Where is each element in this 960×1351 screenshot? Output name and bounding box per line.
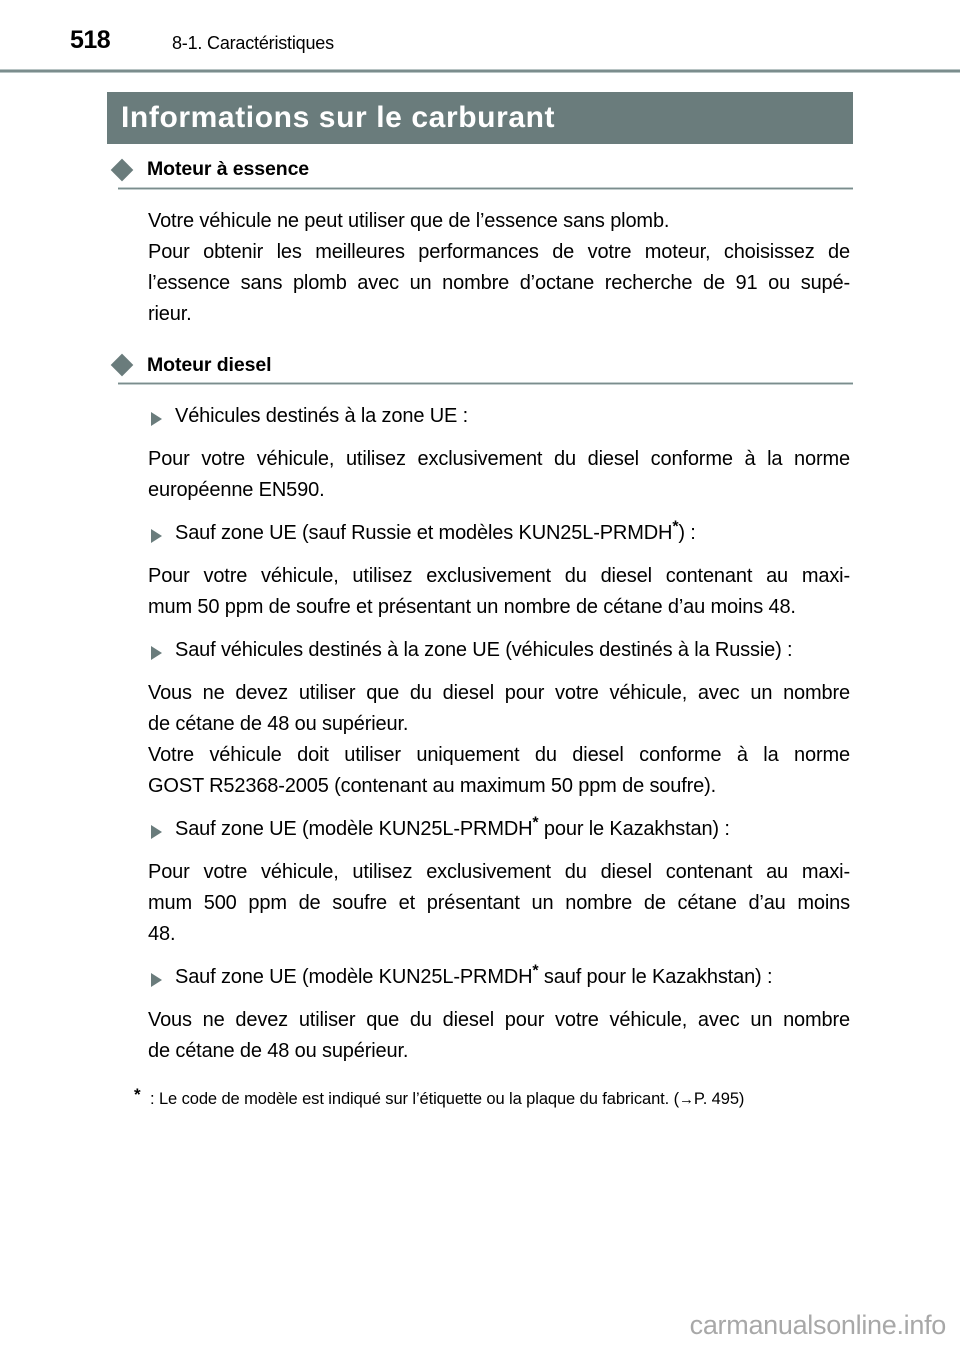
section-heading-diesel — [0, 353, 960, 383]
sub-bullet-item — [148, 814, 877, 845]
triangle-bullet-icon — [151, 973, 162, 987]
spacer — [0, 432, 960, 444]
sub-bullet-label: Sauf zone UE (sauf Russie et modèles KUN25L-PRMDH — [175, 522, 673, 544]
paragraph-line: mum 500 ppm de soufre et présentant un nombre de cétane d’au moins — [148, 892, 850, 914]
paragraph-russie — [148, 678, 850, 802]
sub-bullet-item — [148, 401, 877, 432]
spacer — [0, 950, 960, 962]
paragraph-line: Votre véhicule ne peut utiliser que de l’essence sans plomb. — [148, 209, 670, 232]
paragraph-line: Pour votre véhicule, utilisez exclusivement du diesel contenant au maxi- — [148, 861, 850, 883]
paragraph-line: Pour votre véhicule, utilisez exclusivement du diesel conforme à la norme — [148, 448, 850, 470]
footnote-page-reference[interactable]: P. 495 — [693, 1090, 739, 1108]
sub-bullet-item — [148, 635, 877, 666]
site-watermark: carmanualsonline.info — [689, 1310, 946, 1340]
spacer — [0, 666, 960, 678]
spacer — [0, 549, 960, 561]
paragraph-line: de cétane de 48 ou supérieur. — [148, 713, 409, 735]
page-header — [0, 0, 960, 76]
sub-bullet-item — [148, 962, 877, 993]
section-moteur-essence — [0, 160, 960, 330]
spacer — [0, 993, 960, 1005]
triangle-bullet-icon — [151, 412, 162, 426]
triangle-bullet-icon — [151, 529, 162, 543]
header-divider — [0, 69, 960, 73]
paragraph-kazakhstan — [148, 857, 850, 950]
paragraph-line: mum 50 ppm de soufre et présentant un nombre de cétane d’au moins 48. — [148, 596, 796, 618]
footnote-marker: * — [532, 962, 539, 980]
paragraph-essence — [148, 206, 850, 330]
spacer — [0, 385, 960, 401]
spacer — [0, 623, 960, 635]
section-moteur-diesel — [0, 353, 960, 1068]
section-heading-label: Moteur à essence — [147, 158, 310, 180]
sub-bullet-label: Véhicules destinés à la zone UE : — [175, 405, 468, 427]
diamond-bullet-icon — [111, 158, 134, 181]
sub-bullet-item — [148, 518, 877, 549]
spacer — [0, 506, 960, 518]
footnote-text-close: ) — [738, 1090, 745, 1108]
section-breadcrumb: 8-1. Caractéristiques — [172, 33, 334, 53]
paragraph-hors-kazakhstan — [148, 1005, 850, 1067]
footnote — [134, 1087, 850, 1112]
paragraph-line: rieur. — [148, 302, 192, 325]
sub-bullet-label-suffix: sauf pour le Kazakhstan) : — [538, 966, 773, 988]
paragraph-line: Votre véhicule doit utiliser uniquement du diesel conforme à la norme — [148, 744, 850, 766]
section-heading-label: Moteur diesel — [147, 353, 272, 376]
footnote-text: : Le code de modèle est indiqué sur l’étiquette ou la plaque du fabricant. ( — [150, 1090, 680, 1108]
footnote-marker: * — [532, 814, 539, 832]
sub-bullet-label-suffix: ) : — [678, 522, 696, 544]
paragraph-line: Vous ne devez utiliser que du diesel pour votre véhicule, avec un nombre — [148, 1009, 850, 1031]
paragraph-sauf-zone-ue-russie — [148, 561, 850, 623]
spacer — [0, 845, 960, 857]
triangle-bullet-icon — [151, 646, 162, 660]
paragraph-line: européenne EN590. — [148, 479, 325, 501]
spacer — [0, 1067, 960, 1087]
sub-bullet-label: Sauf véhicules destinés à la zone UE (véhicules destinés à la Russie) : — [175, 639, 793, 661]
page-number: 518 — [70, 26, 111, 54]
spacer — [0, 190, 960, 206]
paragraph-line: Pour obtenir les meilleures performances de votre moteur, choisissez de — [148, 240, 850, 263]
paragraph-line: l’essence sans plomb avec un nombre d’octane recherche de 91 ou supé- — [148, 271, 850, 294]
footnote-star-marker: * — [134, 1085, 141, 1104]
footnote-marker: * — [672, 518, 679, 536]
paragraph-line: 48. — [148, 923, 176, 945]
diamond-bullet-icon — [111, 354, 134, 377]
paragraph-zone-ue — [148, 444, 850, 506]
spacer — [0, 330, 960, 356]
title-banner — [107, 92, 853, 144]
document-content — [0, 160, 960, 1112]
paragraph-line: GOST R52368-2005 (contenant au maximum 50 ppm de soufre). — [148, 775, 717, 797]
page-title: Informations sur le carburant — [121, 101, 556, 134]
paragraph-line: Pour votre véhicule, utilisez exclusivement du diesel contenant au maxi- — [148, 565, 850, 587]
section-heading-essence — [0, 160, 960, 187]
paragraph-line: Vous ne devez utiliser que du diesel pour votre véhicule, avec un nombre — [148, 682, 850, 704]
sub-bullet-label-suffix: pour le Kazakhstan) : — [538, 818, 730, 840]
sub-bullet-label: Sauf zone UE (modèle KUN25L-PRMDH — [175, 818, 533, 840]
spacer — [0, 802, 960, 814]
triangle-bullet-icon — [151, 825, 162, 839]
paragraph-line: de cétane de 48 ou supérieur. — [148, 1040, 409, 1062]
sub-bullet-label: Sauf zone UE (modèle KUN25L-PRMDH — [175, 966, 533, 988]
arrow-right-icon: → — [679, 1091, 694, 1108]
